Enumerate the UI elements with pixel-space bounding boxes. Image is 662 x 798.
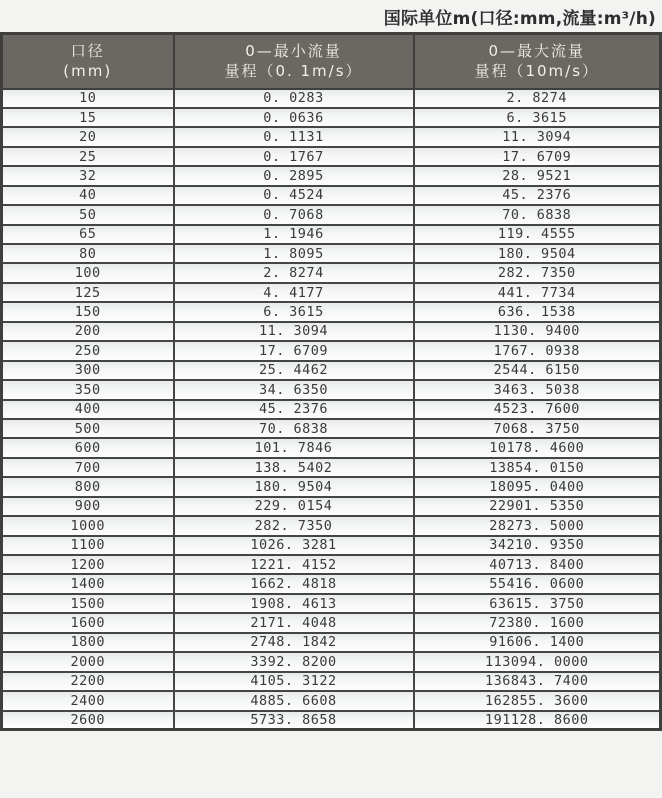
- min-flow-cell: 3392. 8200: [174, 652, 414, 671]
- min-flow-cell: 138. 5402: [174, 458, 414, 477]
- max-flow-cell: 91606. 1400: [414, 633, 661, 652]
- table-row: [2, 302, 661, 321]
- diameter-cell: 20: [2, 127, 174, 146]
- table-row: [2, 711, 661, 730]
- table-row: [2, 205, 661, 224]
- table-row: [2, 322, 661, 341]
- min-flow-cell: 17. 6709: [174, 341, 414, 360]
- diameter-cell: 1100: [2, 536, 174, 555]
- table-row: [2, 108, 661, 127]
- diameter-cell: 1500: [2, 594, 174, 613]
- diameter-cell: 300: [2, 361, 174, 380]
- max-flow-cell: 3463. 5038: [414, 380, 661, 399]
- max-flow-cell: 28273. 5000: [414, 516, 661, 535]
- max-flow-cell: 13854. 0150: [414, 458, 661, 477]
- max-flow-cell: 441. 7734: [414, 283, 661, 302]
- table-row: [2, 147, 661, 166]
- diameter-cell: 500: [2, 419, 174, 438]
- diameter-cell: 125: [2, 283, 174, 302]
- max-flow-cell: 2. 8274: [414, 89, 661, 108]
- diameter-cell: 25: [2, 147, 174, 166]
- max-flow-cell: 18095. 0400: [414, 477, 661, 496]
- table-row: [2, 419, 661, 438]
- header-max-flow-line1: 0—最大流量: [488, 42, 586, 60]
- max-flow-cell: 191128. 8600: [414, 711, 661, 730]
- max-flow-cell: 45. 2376: [414, 186, 661, 205]
- min-flow-cell: 70. 6838: [174, 419, 414, 438]
- min-flow-cell: 11. 3094: [174, 322, 414, 341]
- table-row: [2, 400, 661, 419]
- table-row: [2, 594, 661, 613]
- table-body: [2, 89, 661, 730]
- max-flow-cell: 72380. 1600: [414, 613, 661, 632]
- min-flow-cell: 4105. 3122: [174, 672, 414, 691]
- min-flow-cell: 1026. 3281: [174, 536, 414, 555]
- table-row: [2, 263, 661, 282]
- max-flow-cell: 4523. 7600: [414, 400, 661, 419]
- min-flow-cell: 2748. 1842: [174, 633, 414, 652]
- max-flow-cell: 11. 3094: [414, 127, 661, 146]
- min-flow-cell: 4. 4177: [174, 283, 414, 302]
- header-max-flow: [414, 34, 661, 89]
- table-row: [2, 458, 661, 477]
- header-diameter-line2: (mm): [63, 62, 113, 81]
- header-min-flow: [174, 34, 414, 89]
- header-diameter-line1: 口径: [70, 42, 105, 60]
- table-row: [2, 225, 661, 244]
- max-flow-cell: 282. 7350: [414, 263, 661, 282]
- table-row: [2, 555, 661, 574]
- min-flow-cell: 2171. 4048: [174, 613, 414, 632]
- diameter-cell: 40: [2, 186, 174, 205]
- min-flow-cell: 0. 4524: [174, 186, 414, 205]
- title-bar: [0, 0, 662, 32]
- min-flow-cell: 25. 4462: [174, 361, 414, 380]
- table-row: [2, 633, 661, 652]
- min-flow-cell: 101. 7846: [174, 438, 414, 457]
- table-row: [2, 127, 661, 146]
- max-flow-cell: 113094. 0000: [414, 652, 661, 671]
- table-row: [2, 244, 661, 263]
- diameter-cell: 2600: [2, 711, 174, 730]
- header-min-flow-line1: 0—最小流量: [245, 42, 342, 60]
- diameter-cell: 2200: [2, 672, 174, 691]
- table-row: [2, 283, 661, 302]
- min-flow-cell: 1662. 4818: [174, 574, 414, 593]
- table-row: [2, 574, 661, 593]
- min-flow-cell: 2. 8274: [174, 263, 414, 282]
- table-row: [2, 361, 661, 380]
- diameter-cell: 2400: [2, 691, 174, 710]
- min-flow-cell: 45. 2376: [174, 400, 414, 419]
- min-flow-cell: 229. 0154: [174, 497, 414, 516]
- max-flow-cell: 34210. 9350: [414, 536, 661, 555]
- header-max-flow-line2: 量程（10m/s）: [474, 62, 600, 81]
- diameter-cell: 65: [2, 225, 174, 244]
- diameter-cell: 900: [2, 497, 174, 516]
- diameter-cell: 1600: [2, 613, 174, 632]
- max-flow-cell: 636. 1538: [414, 302, 661, 321]
- max-flow-cell: 1130. 9400: [414, 322, 661, 341]
- max-flow-cell: 136843. 7400: [414, 672, 661, 691]
- table-row: [2, 691, 661, 710]
- header-row: [2, 34, 661, 89]
- diameter-cell: 50: [2, 205, 174, 224]
- min-flow-cell: 0. 0636: [174, 108, 414, 127]
- table-row: [2, 477, 661, 496]
- min-flow-cell: 0. 7068: [174, 205, 414, 224]
- table-row: [2, 613, 661, 632]
- max-flow-cell: 55416. 0600: [414, 574, 661, 593]
- diameter-cell: 350: [2, 380, 174, 399]
- min-flow-cell: 6. 3615: [174, 302, 414, 321]
- max-flow-cell: 162855. 3600: [414, 691, 661, 710]
- min-flow-cell: 0. 0283: [174, 89, 414, 108]
- min-flow-cell: 0. 1131: [174, 127, 414, 146]
- table-row: [2, 672, 661, 691]
- diameter-cell: 1400: [2, 574, 174, 593]
- min-flow-cell: 1. 8095: [174, 244, 414, 263]
- max-flow-cell: 63615. 3750: [414, 594, 661, 613]
- min-flow-cell: 180. 9504: [174, 477, 414, 496]
- diameter-cell: 200: [2, 322, 174, 341]
- diameter-cell: 1800: [2, 633, 174, 652]
- table-row: [2, 536, 661, 555]
- table-row: [2, 652, 661, 671]
- table-row: [2, 497, 661, 516]
- flow-range-table: [0, 32, 662, 731]
- max-flow-cell: 10178. 4600: [414, 438, 661, 457]
- diameter-cell: 800: [2, 477, 174, 496]
- min-flow-cell: 4885. 6608: [174, 691, 414, 710]
- min-flow-cell: 282. 7350: [174, 516, 414, 535]
- table-row: [2, 89, 661, 108]
- table-header: [2, 34, 661, 89]
- table-row: [2, 516, 661, 535]
- max-flow-cell: 119. 4555: [414, 225, 661, 244]
- header-diameter: [2, 34, 174, 89]
- min-flow-cell: 1221. 4152: [174, 555, 414, 574]
- diameter-cell: 1000: [2, 516, 174, 535]
- max-flow-cell: 2544. 6150: [414, 361, 661, 380]
- diameter-cell: 700: [2, 458, 174, 477]
- diameter-cell: 10: [2, 89, 174, 108]
- max-flow-cell: 6. 3615: [414, 108, 661, 127]
- max-flow-cell: 22901. 5350: [414, 497, 661, 516]
- diameter-cell: 1200: [2, 555, 174, 574]
- table-row: [2, 186, 661, 205]
- diameter-cell: 32: [2, 166, 174, 185]
- header-min-flow-line2: 量程（0. 1m/s）: [224, 62, 363, 81]
- diameter-cell: 100: [2, 263, 174, 282]
- max-flow-cell: 7068. 3750: [414, 419, 661, 438]
- max-flow-cell: 17. 6709: [414, 147, 661, 166]
- max-flow-cell: 70. 6838: [414, 205, 661, 224]
- min-flow-cell: 1908. 4613: [174, 594, 414, 613]
- diameter-cell: 250: [2, 341, 174, 360]
- page-title: 国际单位m(口径:mm,流量:m³/h): [383, 8, 656, 29]
- table-row: [2, 438, 661, 457]
- min-flow-cell: 5733. 8658: [174, 711, 414, 730]
- diameter-cell: 400: [2, 400, 174, 419]
- max-flow-cell: 40713. 8400: [414, 555, 661, 574]
- max-flow-cell: 28. 9521: [414, 166, 661, 185]
- table-row: [2, 380, 661, 399]
- max-flow-cell: 1767. 0938: [414, 341, 661, 360]
- table-row: [2, 341, 661, 360]
- diameter-cell: 2000: [2, 652, 174, 671]
- diameter-cell: 150: [2, 302, 174, 321]
- min-flow-cell: 34. 6350: [174, 380, 414, 399]
- min-flow-cell: 0. 1767: [174, 147, 414, 166]
- diameter-cell: 80: [2, 244, 174, 263]
- min-flow-cell: 0. 2895: [174, 166, 414, 185]
- table-row: [2, 166, 661, 185]
- diameter-cell: 600: [2, 438, 174, 457]
- min-flow-cell: 1. 1946: [174, 225, 414, 244]
- max-flow-cell: 180. 9504: [414, 244, 661, 263]
- diameter-cell: 15: [2, 108, 174, 127]
